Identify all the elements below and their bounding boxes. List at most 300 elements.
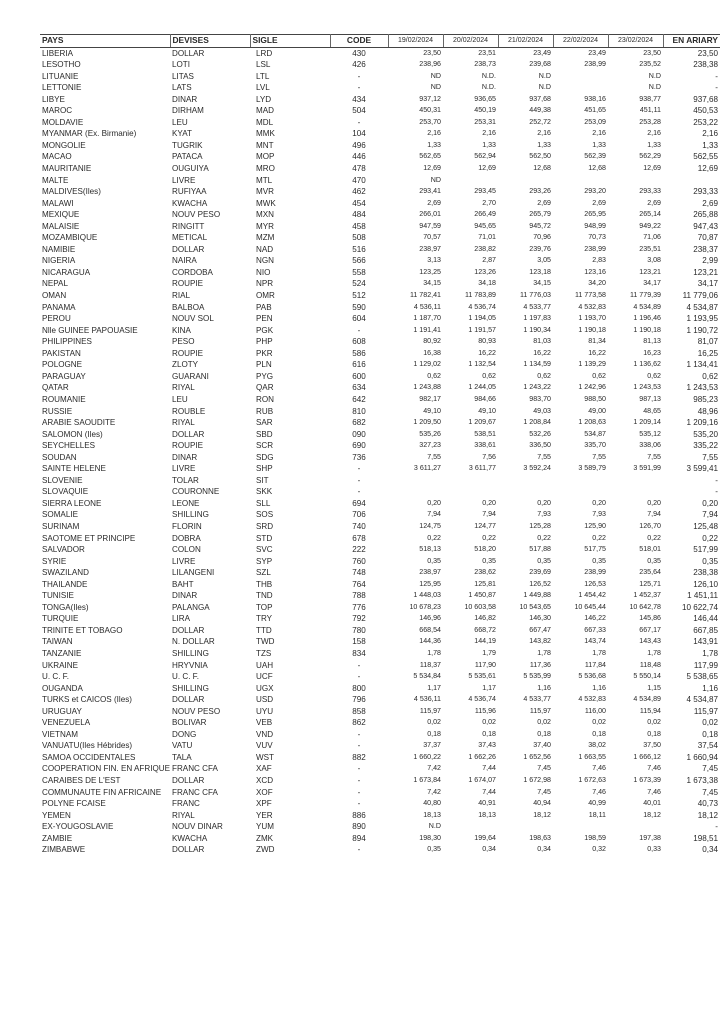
table-row: [40, 625, 720, 637]
cell-rate-d1: 1 191,41: [413, 325, 441, 334]
cell-rate-d2: 1 132,54: [468, 360, 496, 369]
cell-rate-d5: 197,38: [639, 833, 661, 842]
cell-rate-d1: 7,42: [427, 764, 441, 773]
cell-rate-d4: 125,90: [584, 521, 606, 530]
cell-rate-d2: N.D.: [481, 71, 496, 80]
cell-devise: NOUV DINAR: [172, 822, 223, 832]
cell-code: -: [357, 475, 361, 485]
cell-rate-d4: 517,75: [584, 545, 606, 554]
cell-code: 894: [352, 833, 366, 843]
cell-code: 800: [352, 683, 366, 693]
cell-rate-d4: 534,87: [584, 429, 606, 438]
cell-rate-d3: 945,72: [529, 221, 551, 230]
cell-rate-d3: 983,70: [529, 394, 551, 403]
cell-code: -: [357, 799, 361, 809]
cell-rate-d3: 667,47: [529, 625, 551, 634]
cell-rate-d4: 1 190,18: [578, 325, 606, 334]
cell-pays: MAURITANIE: [42, 164, 92, 174]
cell-rate-d5: 0,02: [647, 718, 661, 727]
cell-rate-d1: ND: [430, 83, 441, 92]
cell-sigle: RUB: [256, 406, 274, 416]
cell-code: 890: [352, 822, 366, 832]
cell-rate-d2: 936,65: [474, 94, 496, 103]
cell-devise: DOLLAR: [172, 429, 205, 439]
cell-rate-d3: 10 543,65: [519, 602, 551, 611]
cell-rate-d5: 81,13: [643, 337, 661, 346]
cell-devise: KWACHA: [172, 833, 208, 843]
cell-rate-d4: 4 532,83: [578, 302, 606, 311]
cell-rate-d1: 80,92: [423, 337, 441, 346]
cell-rate-d4: 2,83: [592, 256, 606, 265]
cell-ariary: 34,17: [697, 279, 718, 289]
cell-rate-d4: 293,20: [584, 187, 606, 196]
cell-code: 566: [352, 256, 366, 266]
cell-code: 496: [352, 140, 366, 150]
cell-code: 764: [352, 579, 366, 589]
cell-sigle: VND: [256, 729, 274, 739]
cell-rate-d2: 1 194,05: [468, 314, 496, 323]
cell-ariary: 1,33: [702, 140, 718, 150]
cell-rate-d5: 10 642,78: [629, 602, 661, 611]
cell-rate-d5: 1 452,37: [633, 591, 661, 600]
cell-sigle: USD: [256, 695, 274, 705]
cell-rate-d4: 238,99: [584, 244, 606, 253]
cell-sigle: NPR: [256, 279, 274, 289]
cell-rate-d2: 253,31: [474, 117, 496, 126]
cell-rate-d1: ND: [430, 71, 441, 80]
cell-pays: SAINTE HELENE: [42, 464, 106, 474]
cell-rate-d5: 338,06: [639, 441, 661, 450]
cell-rate-d2: 4 536,74: [468, 302, 496, 311]
cell-rate-d3: 70,96: [533, 233, 551, 242]
cell-rate-d3: 49,03: [533, 406, 551, 415]
cell-sigle: TND: [256, 591, 273, 601]
cell-rate-d3: 0,35: [537, 556, 551, 565]
cell-devise: FLORIN: [172, 521, 202, 531]
table-row: [40, 336, 720, 348]
cell-rate-d3: 1,33: [537, 140, 551, 149]
cell-devise: FRANC: [172, 799, 200, 809]
cell-devise: GUARANI: [172, 371, 209, 381]
cell-pays: MOZAMBIQUE: [42, 233, 98, 243]
cell-rate-d4: 143,74: [584, 637, 606, 646]
col-header-devises: DEVISES: [170, 35, 250, 48]
table-row: [40, 486, 720, 498]
cell-rate-d2: 3 611,77: [468, 464, 496, 473]
cell-rate-d4: 123,16: [584, 267, 606, 276]
cell-devise: KYAT: [172, 129, 192, 139]
cell-pays: PANAMA: [42, 302, 76, 312]
cell-pays: LIBERIA: [42, 48, 74, 58]
cell-rate-d2: 518,20: [474, 545, 496, 554]
table-row: [40, 810, 720, 822]
cell-sigle: SCR: [256, 441, 274, 451]
cell-code: 862: [352, 718, 366, 728]
table-row: [40, 290, 720, 302]
cell-rate-d4: 265,95: [584, 210, 606, 219]
cell-rate-d3: 198,63: [529, 833, 551, 842]
cell-rate-d3: [498, 175, 553, 187]
cell-rate-d3: 4 533,77: [523, 695, 551, 704]
cell-sigle: SBD: [256, 429, 273, 439]
cell-rate-d3: 336,50: [529, 441, 551, 450]
cell-pays: UKRAINE: [42, 660, 78, 670]
cell-devise: VATU: [172, 741, 193, 751]
cell-rate-d2: 18,13: [478, 810, 496, 819]
cell-pays: TRINITE ET TOBAGO: [42, 625, 123, 635]
cell-rate-d5: 2,69: [647, 198, 661, 207]
cell-code: 776: [352, 602, 366, 612]
cell-sigle: MTL: [256, 175, 273, 185]
cell-rate-d1: 49,10: [423, 406, 441, 415]
cell-rate-d2: 0,02: [482, 718, 496, 727]
cell-devise: LATS: [172, 83, 192, 93]
cell-rate-d3: 0,34: [537, 845, 551, 854]
cell-rate-d2: 1 244,05: [468, 383, 496, 392]
cell-ariary: 517,99: [693, 545, 718, 555]
table-row: [40, 371, 720, 383]
cell-rate-d4: 7,93: [592, 510, 606, 519]
cell-rate-d5: 5 550,14: [633, 672, 661, 681]
table-row: [40, 232, 720, 244]
cell-ariary: 4 534,87: [686, 695, 718, 705]
cell-devise: RINGITT: [172, 221, 205, 231]
table-row: [40, 752, 720, 764]
cell-code: 882: [352, 752, 366, 762]
cell-rate-d5: 1 209,14: [633, 418, 661, 427]
cell-rate-d4: 198,59: [584, 833, 606, 842]
cell-rate-d3: 37,40: [533, 741, 551, 750]
cell-rate-d4: 126,53: [584, 579, 606, 588]
cell-rate-d1: 937,12: [419, 94, 441, 103]
cell-rate-d1: 198,30: [419, 833, 441, 842]
cell-rate-d2: 125,81: [474, 579, 496, 588]
cell-rate-d5: 16,23: [643, 348, 661, 357]
cell-pays: VIETNAM: [42, 729, 78, 739]
cell-sigle: PHP: [256, 337, 273, 347]
cell-code: 590: [352, 302, 366, 312]
cell-sigle: PEN: [256, 314, 273, 324]
cell-pays: ZIMBABWE: [42, 845, 86, 855]
table-row: [40, 509, 720, 521]
cell-rate-d5: 253,28: [639, 117, 661, 126]
col-header-code: CODE: [330, 35, 388, 48]
table-row: [40, 302, 720, 314]
cell-rate-d3: 126,52: [529, 579, 551, 588]
cell-sigle: SDG: [256, 452, 274, 462]
exchange-rate-table: [40, 34, 720, 856]
cell-devise: KINA: [172, 325, 191, 335]
cell-ariary: 2,69: [702, 198, 718, 208]
cell-rate-d2: 80,93: [478, 337, 496, 346]
cell-rate-d1: 115,97: [419, 706, 441, 715]
table-row: [40, 244, 720, 256]
cell-sigle: ZMK: [256, 833, 274, 843]
col-header-date-1: 19/02/2024: [388, 35, 443, 48]
cell-ariary: 37,54: [697, 741, 718, 751]
cell-pays: MONGOLIE: [42, 140, 86, 150]
table-row: [40, 498, 720, 510]
cell-rate-d2: 1 191,57: [468, 325, 496, 334]
cell-rate-d5: 7,55: [647, 452, 661, 461]
cell-rate-d1: 2,16: [427, 129, 441, 138]
cell-rate-d1: 1,33: [427, 140, 441, 149]
cell-sigle: THB: [256, 579, 273, 589]
cell-rate-d5: 7,46: [647, 764, 661, 773]
cell-rate-d2: N.D.: [481, 83, 496, 92]
cell-pays: ARABIE SAOUDITE: [42, 418, 116, 428]
cell-rate-d4: [553, 175, 608, 187]
cell-rate-d2: 238,82: [474, 244, 496, 253]
cell-pays: LITUANIE: [42, 71, 79, 81]
cell-pays: OMAN: [42, 291, 67, 301]
cell-rate-d4: 0,20: [592, 498, 606, 507]
cell-ariary: 562,55: [693, 152, 718, 162]
cell-devise: DOLLAR: [172, 695, 205, 705]
cell-rate-d5: 1,78: [647, 648, 661, 657]
table-row: [40, 186, 720, 198]
cell-rate-d5: 0,35: [647, 556, 661, 565]
cell-rate-d1: 70,57: [423, 233, 441, 242]
cell-rate-d4: [553, 82, 608, 94]
cell-sigle: LSL: [256, 60, 271, 70]
cell-devise: RIYAL: [172, 383, 195, 393]
col-header-date-5: 23/02/2024: [608, 35, 663, 48]
cell-sigle: SIT: [256, 475, 269, 485]
cell-rate-d4: 38,02: [588, 741, 606, 750]
cell-rate-d4: 1 242,96: [578, 383, 606, 392]
cell-rate-d3: 562,50: [529, 152, 551, 161]
cell-rate-d2: 117,90: [474, 660, 496, 669]
cell-devise: SHILLING: [172, 683, 209, 693]
cell-ariary: 238,38: [693, 568, 718, 578]
cell-sigle: RON: [256, 394, 274, 404]
table-row: [40, 209, 720, 221]
cell-pays: SURINAM: [42, 521, 80, 531]
cell-pays: MACAO: [42, 152, 72, 162]
cell-ariary: 293,33: [693, 187, 718, 197]
cell-rate-d3: 0,62: [537, 371, 551, 380]
cell-sigle: SVC: [256, 545, 273, 555]
cell-code: 516: [352, 244, 366, 254]
cell-pays: VENEZUELA: [42, 718, 91, 728]
cell-rate-d4: 238,99: [584, 568, 606, 577]
cell-ariary: 1 451,11: [687, 591, 718, 601]
cell-devise: NOUV SOL: [172, 314, 214, 324]
cell-pays: NIGERIA: [42, 256, 76, 266]
table-row: [40, 128, 720, 140]
cell-code: -: [357, 741, 361, 751]
cell-rate-d4: 253,09: [584, 117, 606, 126]
table-row: [40, 440, 720, 452]
cell-rate-d5: 1,33: [647, 140, 661, 149]
table-row: [40, 417, 720, 429]
cell-rate-d2: 945,65: [474, 221, 496, 230]
cell-rate-d4: 16,22: [588, 348, 606, 357]
cell-rate-d1: 1 243,88: [413, 383, 441, 392]
cell-rate-d3: 1 134,59: [523, 360, 551, 369]
cell-rate-d1: [388, 486, 443, 498]
table-row: [40, 567, 720, 579]
cell-ariary: 667,85: [693, 625, 718, 635]
cell-rate-d3: 146,30: [529, 614, 551, 623]
cell-devise: METICAL: [172, 233, 208, 243]
cell-ariary: 7,45: [702, 764, 718, 774]
cell-rate-d4: 40,99: [588, 799, 606, 808]
cell-ariary: 253,22: [693, 117, 718, 127]
cell-rate-d1: 0,18: [427, 729, 441, 738]
cell-pays: TUNISIE: [42, 591, 74, 601]
table-row: [40, 463, 720, 475]
cell-rate-d3: 125,28: [529, 521, 551, 530]
cell-rate-d5: 126,70: [639, 521, 661, 530]
cell-rate-d5: 1 136,62: [633, 360, 661, 369]
cell-code: -: [357, 83, 361, 93]
cell-rate-d1: 535,26: [419, 429, 441, 438]
cell-code: 682: [352, 418, 366, 428]
cell-ariary: 5 538,65: [686, 672, 718, 682]
cell-rate-d5: [608, 821, 663, 833]
cell-rate-d2: [443, 486, 498, 498]
cell-sigle: WST: [256, 752, 274, 762]
cell-rate-d5: 1 190,18: [633, 325, 661, 334]
table-row: [40, 579, 720, 591]
cell-code: 604: [352, 314, 366, 324]
cell-code: 524: [352, 279, 366, 289]
cell-rate-d3: 3,05: [537, 256, 551, 265]
cell-sigle: TTD: [256, 625, 272, 635]
cell-pays: EX-YOUGOSLAVIE: [42, 822, 114, 832]
cell-rate-d3: 2,16: [537, 129, 551, 138]
table-row: [40, 706, 720, 718]
cell-ariary: 7,55: [702, 452, 718, 462]
table-body: [40, 47, 720, 856]
cell-ariary: 143,91: [693, 637, 718, 647]
table-row: [40, 787, 720, 799]
cell-sigle: YER: [256, 810, 273, 820]
cell-rate-d1: 125,95: [419, 579, 441, 588]
cell-sigle: TRY: [256, 614, 273, 624]
cell-rate-d3: 0,20: [537, 498, 551, 507]
cell-pays: OUGANDA: [42, 683, 83, 693]
cell-rate-d4: 23,49: [588, 48, 606, 57]
cell-rate-d4: 1 208,63: [578, 418, 606, 427]
cell-rate-d2: 7,94: [482, 510, 496, 519]
cell-rate-d3: 34,15: [533, 279, 551, 288]
cell-rate-d1: 7,94: [427, 510, 441, 519]
table-row: [40, 175, 720, 187]
cell-rate-d3: 239,69: [529, 568, 551, 577]
cell-ariary: 125,48: [693, 521, 718, 531]
cell-rate-d5: 1 196,46: [633, 314, 661, 323]
cell-rate-d2: 0,18: [482, 729, 496, 738]
cell-pays: SOMALIE: [42, 510, 78, 520]
cell-code: -: [357, 845, 361, 855]
cell-rate-d1: 266,01: [419, 210, 441, 219]
cell-sigle: TWD: [256, 637, 275, 647]
table-row: [40, 105, 720, 117]
table-row: [40, 821, 720, 833]
cell-rate-d4: 18,11: [588, 810, 606, 819]
cell-code: 706: [352, 510, 366, 520]
table-row: [40, 94, 720, 106]
table-row: [40, 475, 720, 487]
cell-rate-d2: 562,94: [474, 152, 496, 161]
cell-rate-d5: 235,52: [639, 60, 661, 69]
cell-rate-d3: 265,79: [529, 210, 551, 219]
cell-pays: TAIWAN: [42, 637, 73, 647]
cell-rate-d3: 1 190,34: [523, 325, 551, 334]
cell-code: 678: [352, 533, 366, 543]
cell-sigle: UCF: [256, 672, 273, 682]
cell-ariary: 1,16: [702, 683, 718, 693]
cell-ariary: 1 243,53: [686, 383, 718, 393]
cell-code: 430: [352, 48, 366, 58]
cell-code: 478: [352, 164, 366, 174]
cell-rate-d3: 252,72: [529, 117, 551, 126]
cell-rate-d4: 2,16: [592, 129, 606, 138]
cell-rate-d1: ND: [430, 175, 441, 184]
table-row: [40, 833, 720, 845]
cell-rate-d1: 1 673,84: [413, 776, 441, 784]
cell-rate-d2: [443, 475, 498, 487]
cell-rate-d2: 7,44: [482, 764, 496, 773]
table-row: [40, 694, 720, 706]
cell-rate-d5: 451,11: [639, 106, 661, 115]
cell-sigle: XAF: [256, 764, 272, 774]
cell-sigle: SYP: [256, 556, 273, 566]
cell-rate-d1: 4 536,11: [413, 302, 441, 311]
cell-rate-d5: 125,71: [639, 579, 661, 588]
cell-sigle: MZM: [256, 233, 275, 243]
cell-rate-d5: 1 673,39: [633, 776, 661, 784]
table-row: [40, 151, 720, 163]
cell-sigle: NAD: [256, 244, 274, 254]
cell-rate-d3: 123,18: [529, 267, 551, 276]
cell-rate-d2: 2,16: [482, 129, 496, 138]
cell-rate-d4: 146,22: [584, 614, 606, 623]
cell-rate-d5: 562,29: [639, 152, 661, 161]
cell-rate-d5: 71,06: [643, 233, 661, 242]
cell-rate-d2: 0,20: [482, 498, 496, 507]
cell-pays: NEPAL: [42, 279, 68, 289]
cell-rate-d2: 199,64: [474, 833, 496, 842]
cell-rate-d5: [608, 486, 663, 498]
table-row: [40, 636, 720, 648]
cell-rate-d3: 2,69: [537, 198, 551, 207]
cell-code: -: [357, 464, 361, 474]
cell-rate-d1: 1 129,02: [413, 360, 441, 369]
cell-sigle: MMK: [256, 129, 275, 139]
cell-rate-d3: 937,68: [529, 94, 551, 103]
cell-rate-d4: 1 193,70: [578, 314, 606, 323]
cell-rate-d4: [553, 821, 608, 833]
cell-rate-d2: 2,87: [482, 256, 496, 265]
cell-pays: PHILIPPINES: [42, 337, 92, 347]
cell-rate-d2: 144,19: [474, 637, 496, 646]
cell-rate-d4: 4 532,83: [578, 695, 606, 704]
cell-rate-d5: 3,08: [647, 256, 661, 265]
cell-rate-d4: 11 773,58: [574, 291, 606, 300]
cell-rate-d3: 449,38: [529, 106, 551, 115]
cell-rate-d1: 0,02: [427, 718, 441, 727]
cell-rate-d3: 117,36: [529, 660, 551, 669]
cell-code: -: [357, 729, 361, 739]
cell-sigle: MNT: [256, 140, 274, 150]
cell-rate-d1: 3 611,27: [413, 464, 441, 473]
cell-pays: SALVADOR: [42, 545, 85, 555]
cell-rate-d5: N.D: [648, 71, 661, 80]
